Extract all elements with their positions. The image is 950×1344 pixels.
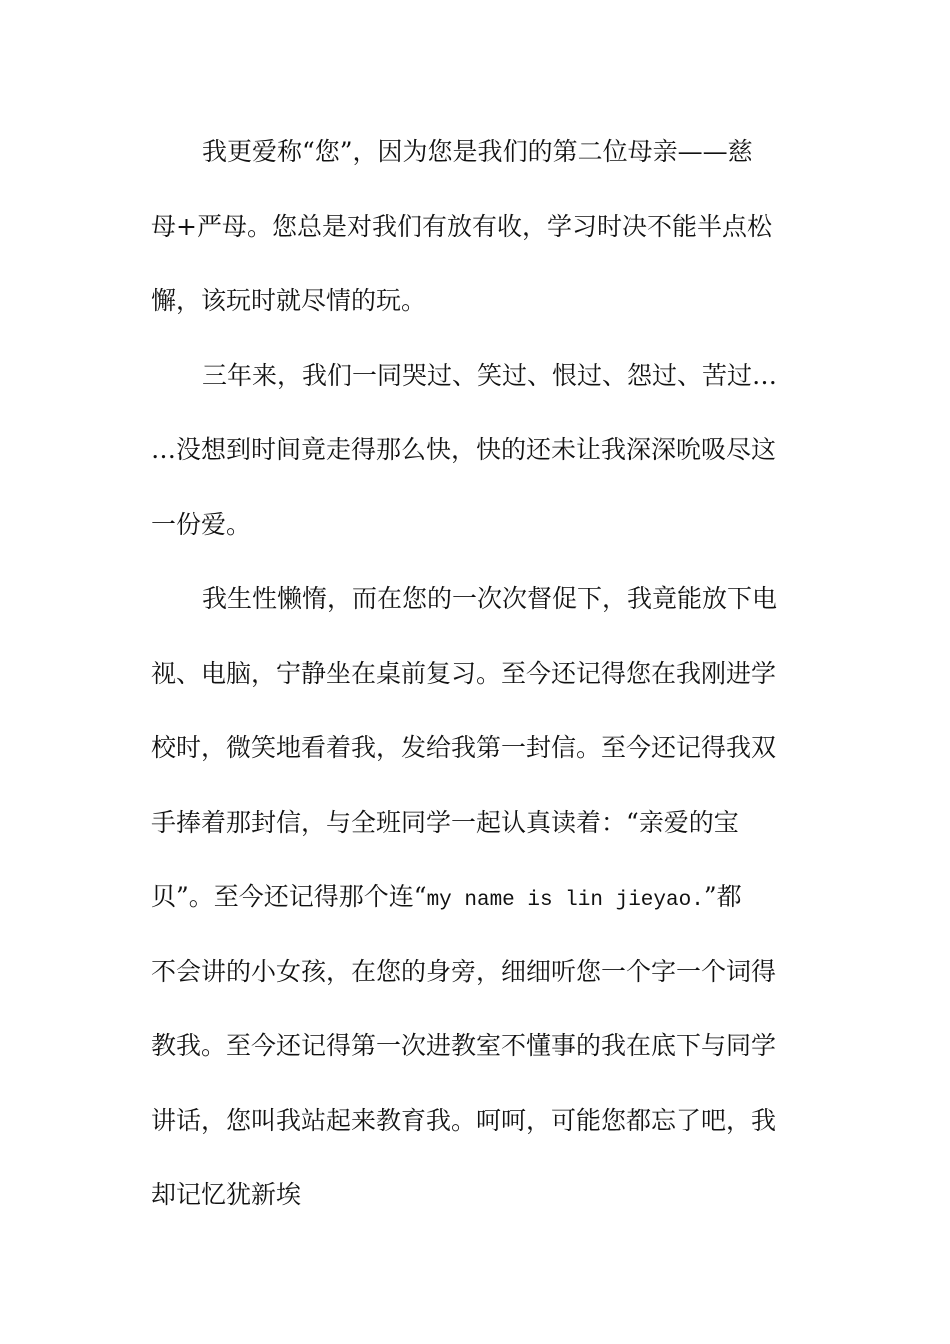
paragraph-3-line-8: 讲话，您叫我站起来教育我。呵呵，可能您都忘了吧，我	[151, 1105, 777, 1135]
paragraph-3-line-7: 教我。至今还记得第一次进教室不懂事的我在底下与同学	[151, 1031, 777, 1060]
paragraph-3-line-5	[151, 873, 791, 948]
paragraph-3-line-4: 手捧着那封信，与全班同学一起认真读着：“亲爱的宝	[151, 807, 739, 837]
line-5-text-end: ”都	[703, 882, 742, 911]
paragraph-3-line-2: 视、电脑，宁静坐在桌前复习。至今还记得您在我刚进学	[151, 658, 777, 688]
paragraph-3-line-6: 不会讲的小女孩，在您的身旁，细细听您一个字一个词得	[151, 956, 777, 986]
paragraph-3-line-9: 却记忆犹新埃	[151, 1180, 302, 1209]
paragraph-2-line-3: 一份爱。	[151, 509, 252, 539]
paragraph-1-line-1: 我更爱称“您”，因为您是我们的第二位母亲——慈	[202, 137, 753, 166]
document-body	[151, 128, 791, 1246]
line-5-text-start: 贝”。至今还记得那个连“	[151, 882, 427, 911]
paragraph-2-line-1: 三年来，我们一同哭过、笑过、恨过、怨过、苦过…	[202, 360, 778, 390]
english-name-phrase: my name is lin jieyao.	[426, 889, 704, 912]
paragraph-2-line-2: …没想到时间竟走得那么快，快的还未让我深深吮吸尽这	[151, 435, 777, 464]
paragraph-1-line-2: 母+严母。您总是对我们有放有收，学习时决不能半点松	[151, 211, 772, 241]
paragraph-1-line-3: 懈，该玩时就尽情的玩。	[151, 286, 427, 315]
paragraph-3-line-1: 我生性懒惰，而在您的一次次督促下，我竟能放下电	[202, 584, 778, 613]
paragraph-3-line-3: 校时，微笑地看着我，发给我第一封信。至今还记得我双	[151, 733, 777, 762]
